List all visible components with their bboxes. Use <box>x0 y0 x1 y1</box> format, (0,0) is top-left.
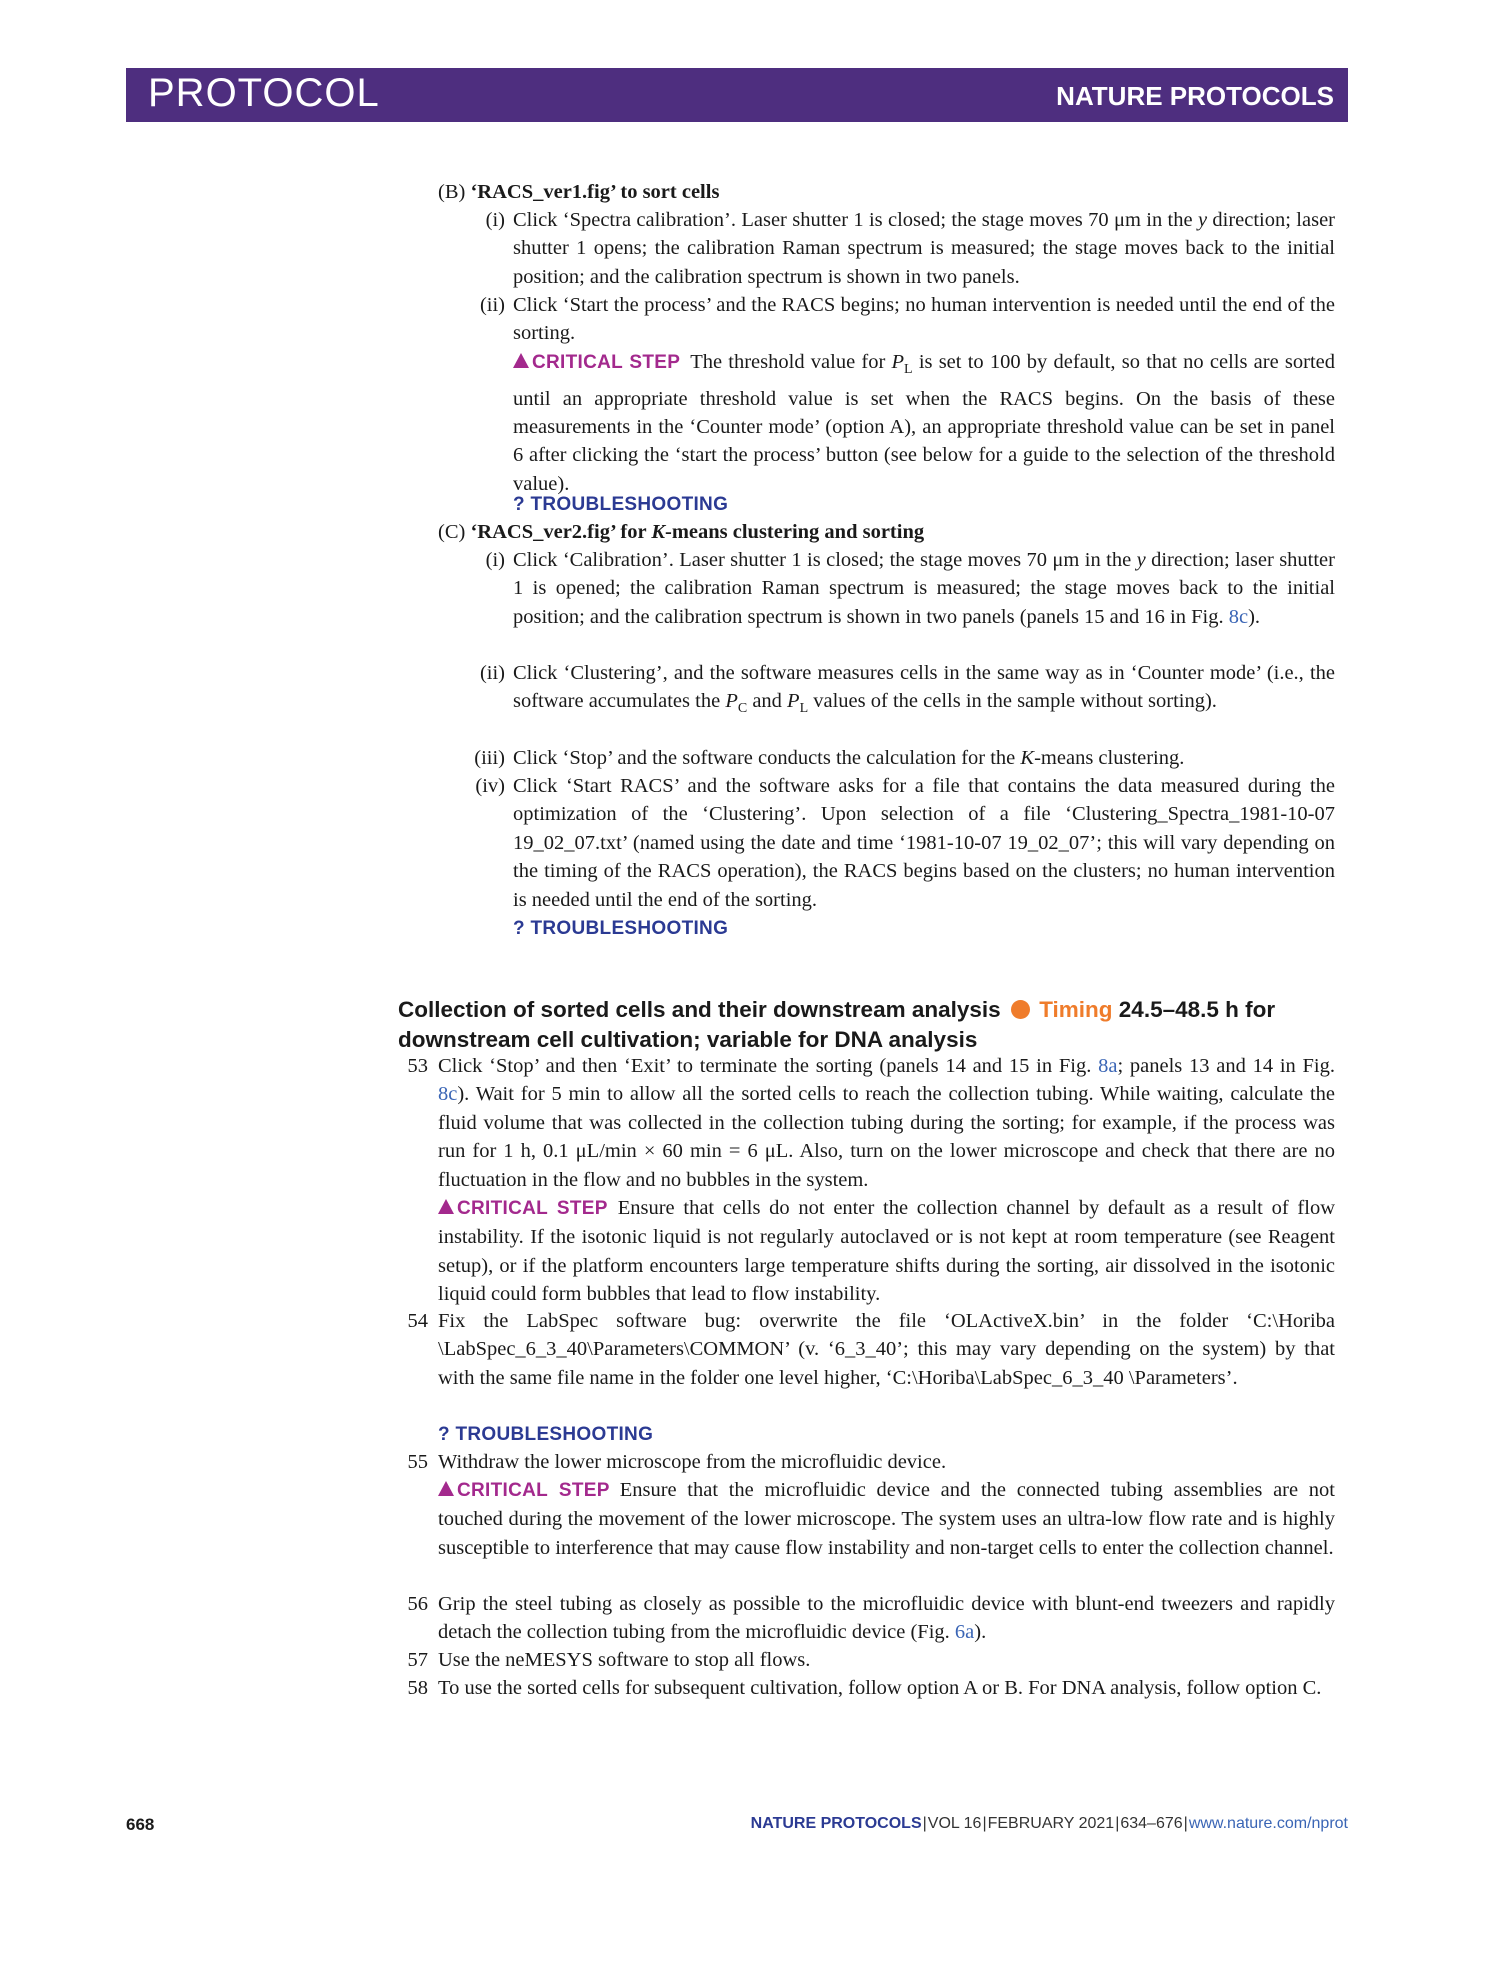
option-b-troubleshooting <box>513 490 728 519</box>
footer-volume: VOL 16 <box>927 1815 982 1832</box>
step-58-text: To use the sorted cells for subsequent cultivation, follow option A or B. For DNA analysis, follow option C. <box>438 1677 1322 1699</box>
option-b-ii-text: Click ‘Start the process’ and the RACS begins; no human intervention is needed until the end of the sorting. <box>513 294 1335 345</box>
critical-triangle-icon <box>438 1481 454 1496</box>
step-57 <box>407 1646 1335 1674</box>
critical-step-label: CRITICAL STEP <box>532 352 681 373</box>
troubleshooting-label: ? TROUBLESHOOTING <box>513 494 729 515</box>
critical-step-label: CRITICAL STEP <box>457 1198 608 1219</box>
step-55-critical-text: Ensure that the microfluidic device and the connected tubing assemblies are not touched during the movement of the lower microscope. The system uses an ultra-low flow rate and is highly susceptible to interference that may cause flow instability and non-target cells to enter the collection channel. <box>438 1479 1335 1559</box>
timing-label: Timing <box>1039 997 1113 1022</box>
option-b-step-i <box>485 206 1335 291</box>
option-c-iv-text: Click ‘Start RACS’ and the software asks for a file that contains the data measured during the optimization of the ‘Clustering’. Upon selection of a file ‘Clustering_Spectra_1981-10-07 19_02_07.txt’ (named using the date and time ‘1981-10-07 19_02_07’; this will vary depending on the timing of the RACS operation), the RACS begins based on the clusters; no human intervention is needed until the end of the sorting. <box>513 775 1335 911</box>
option-b-label: (B) <box>438 181 466 203</box>
timing-text: 24.5–48.5 h for downstream cell cultivation; variable for DNA analysis <box>398 997 1276 1052</box>
option-b-critical-text: The threshold value for $P_L$ is set to 100 by default, so that no cells are sorted until an appropriate threshold value is set when the RACS begins. On the basis of these measurements in the ‘Counter mode’ (option A), an appropriate threshold value can be set in panel 6 after clicking the ‘start the process’ button (see below for a guide to the selection of the threshold value). <box>513 351 1335 495</box>
option-b-heading <box>438 178 1358 206</box>
step-number: 54 <box>407 1310 428 1332</box>
step-number: 55 <box>407 1451 428 1473</box>
section-heading <box>398 995 1358 1055</box>
step-57-text: Use the neMESYS software to stop all flows. <box>438 1649 811 1671</box>
step-54-text: Fix the LabSpec software bug: overwrite the file ‘OLActiveX.bin’ in the folder ‘C:\Horiba \LabSpec_6_3_40\Parameters\COMMON’ (v. ‘6_3_40’; this may vary depending on the system) by that with the same file name in the folder one level higher, ‘C:\Horiba\LabSpec_6_3_40 \Parameters’. <box>438 1310 1335 1389</box>
footer-journal: NATURE PROTOCOLS <box>750 1815 922 1832</box>
option-b-title: ‘RACS_ver1.fig’ to sort cells <box>470 181 720 203</box>
option-c-troubleshooting <box>513 914 728 943</box>
step-54-troubleshooting <box>438 1420 653 1449</box>
option-b-critical <box>513 348 1335 498</box>
fig-8a-link[interactable]: 8a <box>1098 1055 1118 1077</box>
section-heading-text: Collection of sorted cells and their downstream analysis <box>398 997 1001 1022</box>
troubleshooting-label: ? TROUBLESHOOTING <box>438 1424 654 1445</box>
option-c-step-iv <box>475 772 1335 914</box>
option-c-i-text: Click ‘Calibration’. Laser shutter 1 is closed; the stage moves 70 μm in the y direction; laser shutter 1 is opened; the calibration Raman spectrum is measured; the stage moves back to the initial position; and the calibration spectrum is shown in two panels (panels 15 and 16 in Fig. 8c). <box>513 549 1335 628</box>
option-c-ii-text: Click ‘Clustering’, and the software measures cells in the same way as in ‘Counter mode’ (i.e., the software accumulates the $P_C$ and $P_L$ values of the cells in the sample without sorting). <box>513 662 1335 717</box>
section-label: PROTOCOL <box>148 71 380 115</box>
footer-pages: 634–676 <box>1120 1815 1183 1832</box>
footer-date: FEBRUARY 2021 <box>987 1815 1115 1832</box>
step-56-text: Grip the steel tubing as closely as possible to the microfluidic device with blunt-end tweezers and rapidly detach the collection tubing from the microfluidic device (Fig. 6a). <box>438 1593 1335 1644</box>
step-58 <box>407 1674 1335 1702</box>
timing-dot-icon <box>1011 1000 1030 1019</box>
header-banner <box>126 68 1348 122</box>
step-53-critical-text: Ensure that cells do not enter the collection channel by default as a result of flow instability. If the isotonic liquid is not regularly autoclaved or is not kept at room temperature (see Reagent setup), or if the platform encounters large temperature shifts during the sorting, air dissolved in the isotonic liquid could form bubbles that lead to flow instability. <box>438 1197 1335 1306</box>
page-number: 668 <box>126 1815 155 1834</box>
option-c-ii-label: (ii) <box>479 662 505 684</box>
option-c-step-iii <box>474 744 1335 772</box>
step-53-critical <box>438 1194 1335 1309</box>
option-c-iii-text: Click ‘Stop’ and the software conducts the calculation for the K-means clustering. <box>513 747 1185 769</box>
option-c-step-i <box>485 546 1335 631</box>
troubleshooting-label: ? TROUBLESHOOTING <box>513 918 729 939</box>
step-number: 58 <box>407 1677 428 1699</box>
step-number: 57 <box>407 1649 428 1671</box>
option-c-iii-label: (iii) <box>474 747 505 769</box>
option-b-ii-label: (ii) <box>479 294 505 316</box>
option-c-i-label: (i) <box>485 549 505 571</box>
step-54 <box>407 1307 1335 1392</box>
option-c-iv-label: (iv) <box>475 775 505 797</box>
step-55-critical <box>438 1476 1335 1562</box>
journal-name: NATURE PROTOCOLS <box>1056 81 1334 111</box>
option-b-i-label: (i) <box>485 209 505 231</box>
step-55-text: Withdraw the lower microscope from the microfluidic device. <box>438 1451 947 1473</box>
step-53-text: Click ‘Stop’ and then ‘Exit’ to terminate the sorting (panels 14 and 15 in Fig. 8a; panels 13 and 14 in Fig. 8c). Wait for 5 min to allow all the sorted cells to reach the collection tubing. While waiting, calculate the fluid volume that was collected in the collection tubing during the sorting; for example, if the process was run for 1 h, 0.1 μL/min × 60 min = 6 μL. Also, turn on the lower microscope and check that there are no fluctuation in the flow and no bubbles in the system. <box>438 1055 1335 1191</box>
step-55 <box>407 1448 1335 1476</box>
fig-6a-link[interactable]: 6a <box>954 1621 975 1644</box>
step-56 <box>407 1590 1335 1647</box>
option-b-step-ii <box>479 291 1335 348</box>
option-c-step-ii <box>479 659 1335 724</box>
footer-citation: NATURE PROTOCOLS|VOL 16|FEBRUARY 2021|634–676|www.nature.com/nprot <box>750 1815 1348 1832</box>
critical-triangle-icon <box>513 353 529 368</box>
footer-url-link[interactable]: www.nature.com/nprot <box>1188 1815 1348 1832</box>
step-number: 53 <box>407 1055 428 1077</box>
option-c-label: (C) <box>438 521 466 543</box>
critical-step-label: CRITICAL STEP <box>457 1480 610 1501</box>
fig-8c-link[interactable]: 8c <box>438 1083 458 1106</box>
step-53 <box>407 1052 1335 1194</box>
option-c-title: ‘RACS_ver2.fig’ for K-means clustering and sorting <box>470 521 925 543</box>
critical-triangle-icon <box>438 1199 454 1214</box>
option-b-i-text: Click ‘Spectra calibration’. Laser shutter 1 is closed; the stage moves 70 μm in the y direction; laser shutter 1 opens; the calibration Raman spectrum is measured; the stage moves back to the initial position; and the calibration spectrum is shown in two panels. <box>513 209 1335 288</box>
fig-8c-link[interactable]: 8c <box>1228 605 1249 628</box>
option-c-heading <box>438 518 1358 546</box>
step-number: 56 <box>407 1593 428 1615</box>
